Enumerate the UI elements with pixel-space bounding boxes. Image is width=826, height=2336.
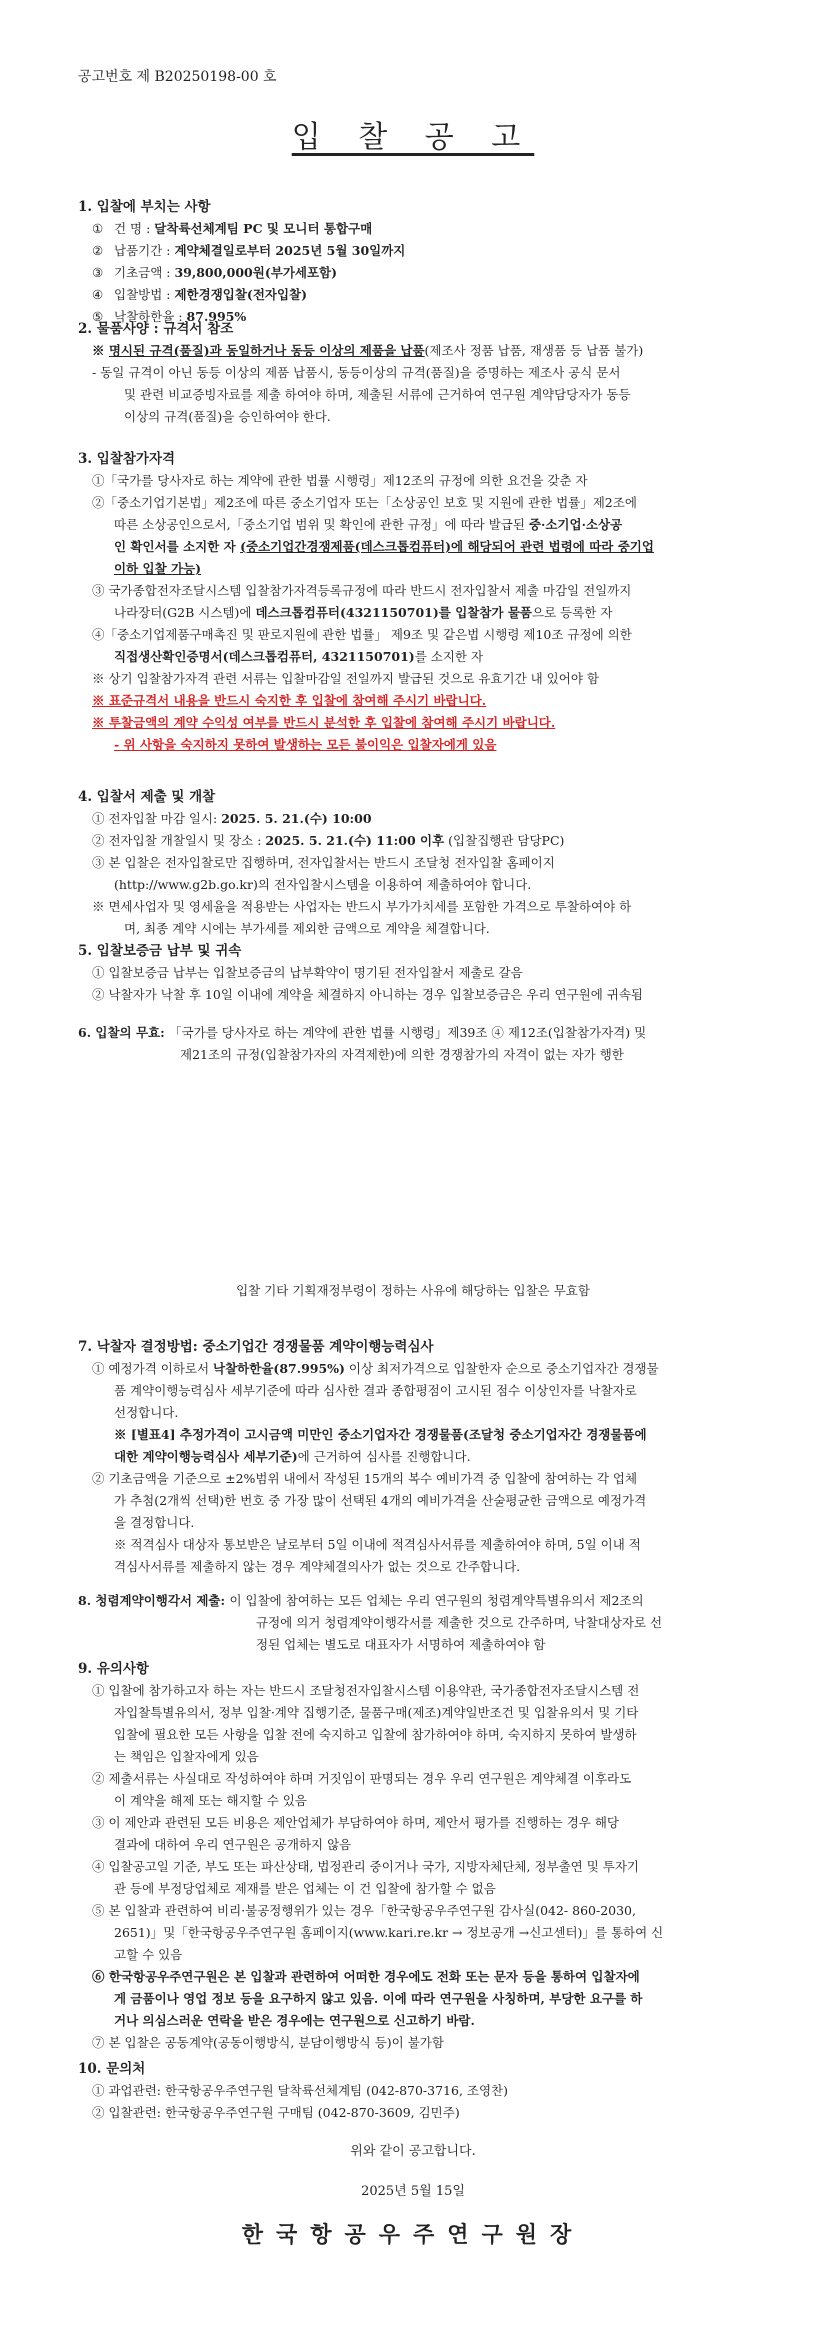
section-deposit xyxy=(78,940,758,1006)
caution-line: 2651)」및「한국항공우주연구원 홈페이지(www.kari.re.kr → 정보공개 →신고센터)」를 통하여 신 xyxy=(114,1925,664,1940)
deposit-line: ① 입찰보증금 납부는 입찰보증금의 납부확약이 명기된 전자입찰서 제출로 갈음 xyxy=(92,965,523,980)
notice-date: 2025년 5월 15일 xyxy=(361,2184,465,2199)
spec-note: ※ 명시된 규격(품질)과 동일하거나 동등 이상의 제품을 납품(제조사 정품 납품, 재생품 등 납품 불가) xyxy=(92,343,644,358)
item-delivery: ② 납품기간 : 계약체결일로부터 2025년 5월 30일까지 xyxy=(92,243,406,258)
caution-line: ④ 입찰공고일 기준, 부도 또는 파산상태, 법정관리 중이거나 국가, 지방자체단체, 정부출연 및 투자기 xyxy=(92,1859,640,1874)
warning-line: ※ 표준규격서 내용을 반드시 숙지한 후 입찰에 참여해 주시기 바랍니다. xyxy=(92,693,487,708)
award-line: 대한 계약이행능력심사 세부기준)에 근거하여 심사를 진행합니다. xyxy=(114,1449,471,1464)
integrity-line: 정된 업체는 별도로 대표자가 서명하여 제출하여야 함 xyxy=(256,1637,546,1652)
caution-line: ⑤ 본 입찰과 관련하여 비리·불공정행위가 있는 경우「한국항공우주연구원 감사실(042- 860-2030, xyxy=(92,1903,636,1918)
section-submission xyxy=(78,786,758,940)
contact-line: ① 과업관련: 한국항공우주연구원 달착륙선체계팀 (042-870-3716, 조영찬) xyxy=(92,2083,509,2098)
section-award xyxy=(78,1336,758,1578)
invalid-line: 제21조의 규정(입찰참가자의 자격제한)에 의한 경쟁참가의 자격이 없는 자가 행한 xyxy=(180,1047,624,1062)
award-line: 가 추첨(2개씩 선택)한 번호 중 가장 많이 선택된 4개의 예비가격을 산술평균한 금액으로 예정가격 xyxy=(114,1493,647,1508)
document-title: 입 찰 공 고 xyxy=(291,120,535,155)
submit-line: ③ 본 입찰은 전자입찰로만 집행하며, 전자입찰서는 반드시 조달청 전자입찰 홈페이지 xyxy=(92,855,555,870)
qual-line: ①「국가를 당사자로 하는 계약에 관한 법률 시행령」제12조의 규정에 의한 요건을 갖춘 자 xyxy=(92,473,588,488)
caution-line: ③ 이 제안과 관련된 모든 비용은 제안업체가 부담하여야 하며, 제안서 평가를 진행하는 경우 해당 xyxy=(92,1815,619,1830)
integrity-line: 규정에 의거 청렴계약이행각서를 제출한 것으로 간주하며, 낙찰대상자로 선 xyxy=(256,1615,663,1630)
award-line: 을 결정합니다. xyxy=(114,1515,195,1530)
caution-line: 관 등에 부정당업체로 제재를 받은 업체는 이 건 입찰에 참가할 수 없음 xyxy=(114,1881,496,1896)
warning-line: - 위 사항을 숙지하지 못하여 발생하는 모든 불이익은 입찰자에게 있음 xyxy=(114,737,497,752)
caution-line: 는 책임은 입찰자에게 있음 xyxy=(114,1749,259,1764)
award-line: ② 기초금액을 기준으로 ±2%범위 내에서 작성된 15개의 복수 예비가격 중 입찰에 참여하는 각 업체 xyxy=(92,1471,638,1486)
qual-line: 따른 소상공인으로서,「중소기업 범위 및 확인에 관한 규정」에 따라 발급된 중·소기업·소상공 xyxy=(114,517,623,532)
section-integrity xyxy=(78,1590,758,1656)
submit-line: (http://www.g2b.go.kr)의 전자입찰시스템을 이용하여 제출하여야 합니다. xyxy=(114,877,532,892)
caution-line: ② 제출서류는 사실대로 작성하여야 하며 거짓임이 판명되는 경우 우리 연구원은 계약체결 이후라도 xyxy=(92,1771,632,1786)
submit-line: ② 전자입찰 개찰일시 및 장소 : 2025. 5. 21.(수) 11:00 이후 (입찰집행관 담당PC) xyxy=(92,833,565,848)
caution-line: 결과에 대하여 우리 연구원은 공개하지 않음 xyxy=(114,1837,352,1852)
warning-line: ※ 투찰금액의 계약 수익성 여부를 반드시 분석한 후 입찰에 참여해 주시기 바랍니다. xyxy=(92,715,556,730)
spec-line: 이상의 규격(품질)을 승인하여야 한다. xyxy=(124,409,331,424)
contact-line: ② 입찰관련: 한국항공우주연구원 구매팀 (042-870-3609, 김민주) xyxy=(92,2105,460,2120)
qual-line: 인 확인서를 소지한 자 (중소기업간경쟁제품(데스크톱컴퓨터)에 해당되어 관련 법령에 따라 중기업 xyxy=(114,539,654,554)
qual-line: ②「중소기업기본법」제2조에 따른 중소기업자 또는「소상공인 보호 및 지원에 관한 법률」제2조에 xyxy=(92,495,637,510)
award-line: 격심사서류를 제출하지 않는 경우 계약체결의사가 없는 것으로 간주합니다. xyxy=(114,1559,521,1574)
item-base-price: ③ 기초금액 : 39,800,000원(부가세포함) xyxy=(92,265,338,280)
submit-line: ※ 면세사업자 및 영세율을 적용받는 사업자는 반드시 부가가치세를 포함한 가격으로 투찰하여야 하 xyxy=(92,899,632,914)
award-line: 품 계약이행능력심사 세부기준에 따라 심사한 결과 종합평점이 고시된 점수 이상인자를 낙찰자로 xyxy=(114,1383,637,1398)
section-invalid xyxy=(78,1022,758,1066)
section-spec xyxy=(78,318,758,428)
section-contact xyxy=(78,2058,758,2124)
item-bid-method: ④ 입찰방법 : 제한경쟁입찰(전자입찰) xyxy=(92,287,308,302)
section-heading: 4. 입찰서 제출 및 개찰 xyxy=(78,789,216,805)
section-heading: 3. 입찰참가자격 xyxy=(78,451,176,467)
qual-line: ③ 국가종합전자조달시스템 입찰참가자격등록규정에 따라 반드시 전자입찰서 제출 마감일 전일까지 xyxy=(92,583,632,598)
submit-line: ① 전자입찰 마감 일시: 2025. 5. 21.(수) 10:00 xyxy=(92,811,372,826)
section-invalid-cont xyxy=(0,1280,826,1302)
section-cautions xyxy=(78,1658,758,2054)
section-heading: 9. 유의사항 xyxy=(78,1661,149,1677)
section-bid-items xyxy=(78,196,758,328)
organization-name: 한국항공우주연구원장 xyxy=(241,2222,585,2248)
caution-line: ⑥ 한국항공우주연구원은 본 입찰과 관련하여 어떠한 경우에도 전화 또는 문자 등을 통하여 입찰자에 xyxy=(92,1969,640,1984)
qual-line: 이하 입찰 가능) xyxy=(114,561,202,576)
caution-line: 게 금품이나 영업 정보 등을 요구하지 않고 있음. 이에 따라 연구원을 사칭하며, 부당한 요구를 하 xyxy=(114,1991,643,2006)
spec-line: - 동일 규격이 아닌 동등 이상의 제품 납품시, 동등이상의 규격(품질)을 증명하는 제조사 공식 문서 xyxy=(92,365,621,380)
qual-line: ④「중소기업제품구매촉진 및 판로지원에 관한 법률」 제9조 및 같은법 시행령 제10조 규정에 의한 xyxy=(92,627,632,642)
spec-line: 및 관련 비교증빙자료를 제출 하여야 하며, 제출된 서류에 근거하여 연구원 계약담당자가 동등 xyxy=(124,387,631,402)
caution-line: ① 입찰에 참가하고자 하는 자는 반드시 조달청전자입찰시스템 이용약관, 국가종합전자조달시스템 전 xyxy=(92,1683,640,1698)
section-heading: 1. 입찰에 부치는 사항 xyxy=(78,199,211,215)
caution-line: 이 계약을 해제 또는 해지할 수 있음 xyxy=(114,1793,307,1808)
qual-line: ※ 상기 입찰참가자격 관련 서류는 입찰마감일 전일까지 발급된 것으로 유효기간 내 있어야 함 xyxy=(92,671,599,686)
section-heading: 5. 입찰보증금 납부 및 귀속 xyxy=(78,943,242,959)
closing-statement: 위와 같이 공고합니다. xyxy=(350,2144,476,2159)
caution-line: 고할 수 있음 xyxy=(114,1947,183,1962)
caution-line: 자입찰특별유의서, 정부 입찰·계약 집행기준, 물품구매(제조)계약일반조건 및 입찰유의서 및 기타 xyxy=(114,1705,639,1720)
deposit-line: ② 낙찰자가 낙찰 후 10일 이내에 계약을 체결하지 아니하는 경우 입찰보증금은 우리 연구원에 귀속됨 xyxy=(92,987,643,1002)
award-line: 선정합니다. xyxy=(114,1405,179,1420)
caution-line: ⑦ 본 입찰은 공동계약(공동이행방식, 분담이행방식 등)이 불가함 xyxy=(92,2035,444,2050)
section-heading: 7. 낙찰자 결정방법: 중소기업간 경쟁물품 계약이행능력심사 xyxy=(78,1339,434,1355)
award-line: ① 예정가격 이하로서 낙찰하한율(87.995%) 이상 최저가격으로 입찰한자 순으로 중소기업자간 경쟁물 xyxy=(92,1361,659,1376)
caution-line: 입찰에 필요한 모든 사항을 입찰 전에 숙지하고 입찰에 참가하여야 하며, 숙지하지 못하여 발생하 xyxy=(114,1727,637,1742)
award-line: ※ 적격심사 대상자 통보받은 날로부터 5일 이내에 적격심사서류를 제출하여야 하며, 5일 이내 적 xyxy=(114,1537,641,1552)
invalid-line: 입찰 기타 기획재정부령이 정하는 사유에 해당하는 입찰은 무효함 xyxy=(236,1283,590,1298)
item-min-rate: ⑤ 낙찰하한율 : 87.995% xyxy=(92,309,247,324)
qual-line: 나라장터(G2B 시스템)에 데스크톱컴퓨터(4321150701)를 입찰참가 물품으로 등록한 자 xyxy=(114,605,613,620)
invalid-line: 6. 입찰의 무효: 「국가를 당사자로 하는 계약에 관한 법률 시행령」제39조 ④ 제12조(입찰참가자격) 및 xyxy=(78,1025,647,1040)
caution-line: 거나 의심스러운 연락을 받은 경우에는 연구원으로 신고하기 바람. xyxy=(114,2013,475,2028)
section-qualification xyxy=(78,448,758,756)
qual-line: 직접생산확인증명서(데스크톱컴퓨터, 4321150701)를 소지한 자 xyxy=(114,649,484,664)
submit-line: 며, 최종 계약 시에는 부가세를 제외한 금액으로 계약을 체결합니다. xyxy=(124,921,490,936)
award-line: ※ [별표4] 추정가격이 고시금액 미만인 중소기업자간 경쟁물품(조달청 중소기업자간 경쟁물품에 xyxy=(114,1427,647,1442)
notice-number: 공고번호 제 B20250198-00 호 xyxy=(78,69,277,85)
item-name: ① 건 명 : 달착륙선체계팀 PC 및 모니터 통합구매 xyxy=(92,221,373,236)
section-heading: 2. 물품사양 : 규격서 참조 xyxy=(78,321,234,337)
section-heading: 10. 문의처 xyxy=(78,2061,146,2077)
integrity-line: 8. 청렴계약이행각서 제출: 이 입찰에 참여하는 모든 업체는 우리 연구원의 청렴계약특별유의서 제2조의 xyxy=(78,1593,644,1608)
